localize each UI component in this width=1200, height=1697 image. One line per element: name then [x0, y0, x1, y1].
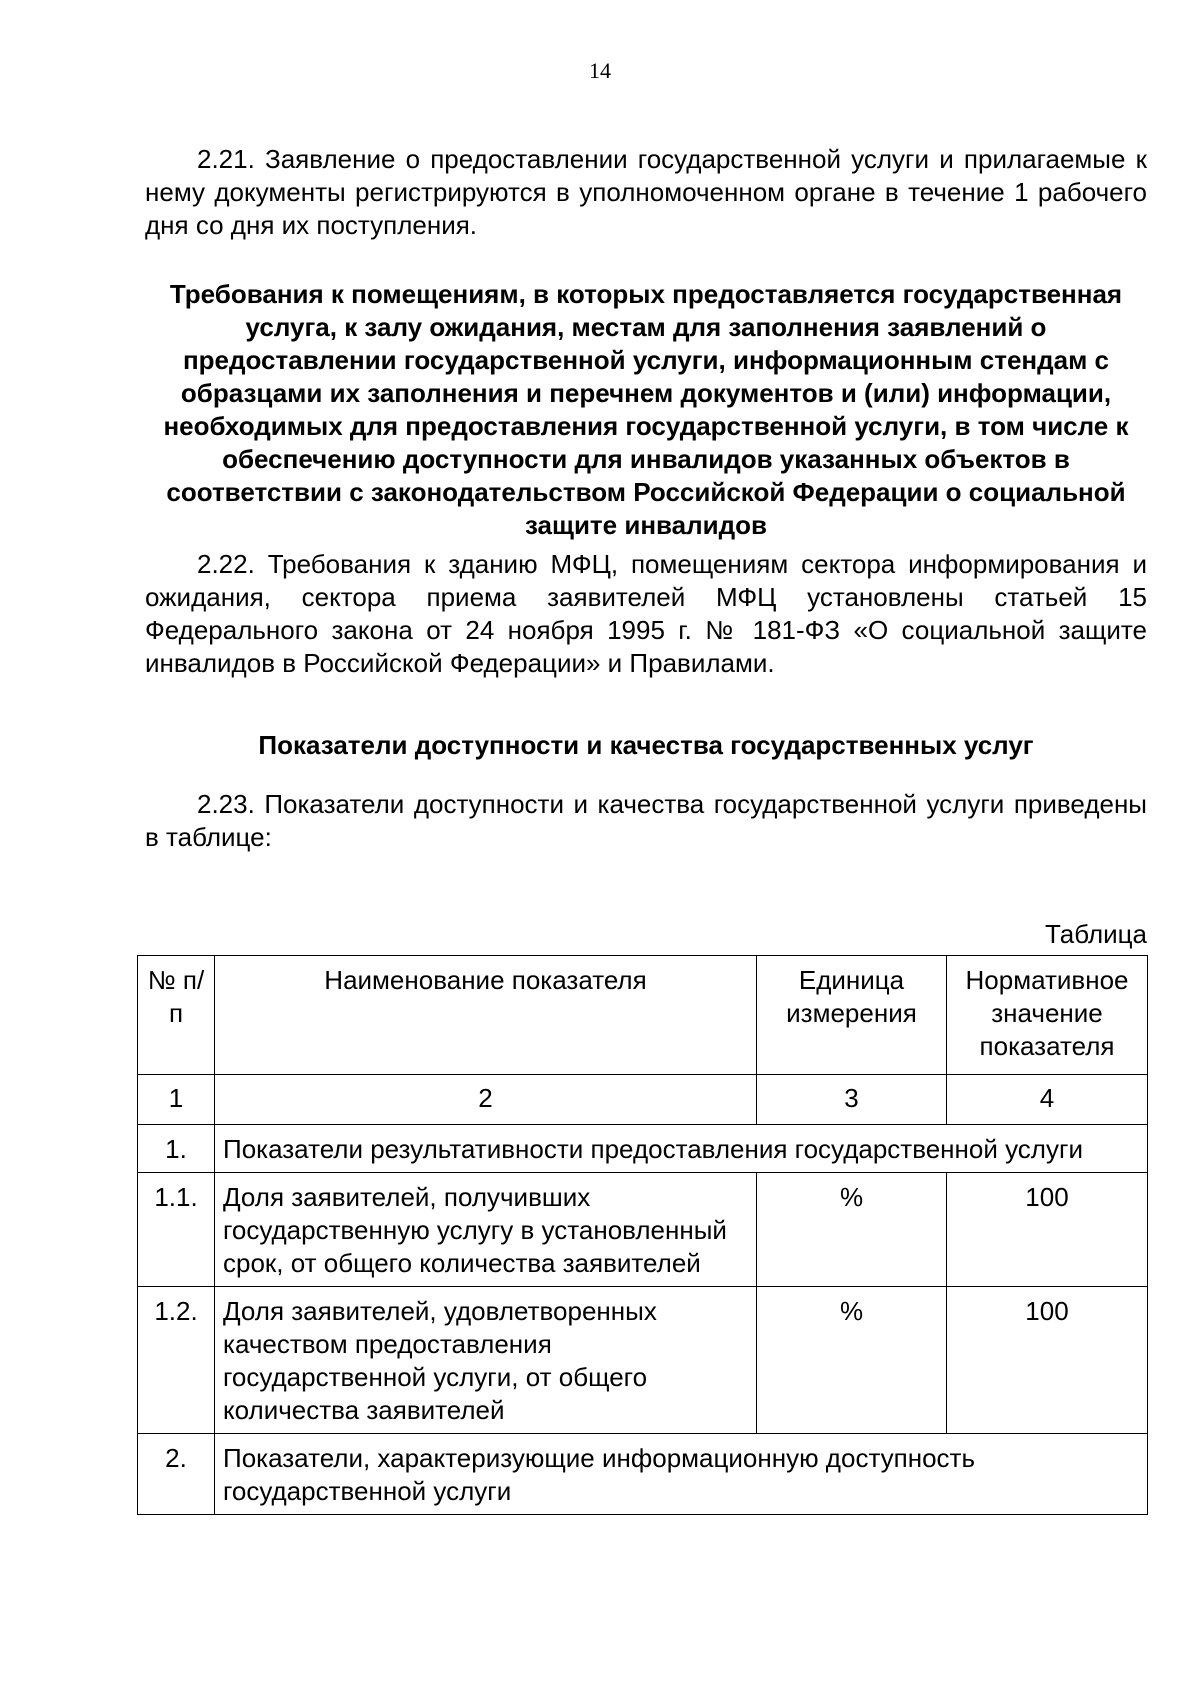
- indicators-table: [137, 955, 1148, 1515]
- row-unit: %: [757, 1173, 947, 1287]
- header-unit: Единица измерения: [757, 956, 947, 1075]
- table-row: [138, 1287, 1148, 1434]
- row-indicator-name: Доля заявителей, получивших государственную услугу в установленный срок, от общего количества заявителей: [215, 1173, 757, 1287]
- header-indicator-name: Наименование показателя: [215, 956, 757, 1075]
- header-number: № п/п: [138, 956, 215, 1075]
- column-number: 3: [757, 1075, 947, 1125]
- column-numbers-row: [138, 1075, 1148, 1125]
- column-number: 2: [215, 1075, 757, 1125]
- paragraph-2-21: 2.21. Заявление о предоставлении государственной услуги и прилагаемые к нему документы регистрируются в уполномоченном органе в течение 1 рабочего дня со дня их поступления.: [145, 144, 1147, 240]
- row-group-title: Показатели, характеризующие информационную доступность государственной услуги: [215, 1434, 1148, 1515]
- row-value: 100: [947, 1173, 1148, 1287]
- row-value: 100: [947, 1287, 1148, 1434]
- row-number: 2.: [138, 1434, 215, 1515]
- row-group-title: Показатели результативности предоставления государственной услуги: [215, 1125, 1148, 1173]
- table-row: [138, 1173, 1148, 1287]
- table-row: [138, 1125, 1148, 1173]
- section-heading-premises-requirements: Требования к помещениям, в которых предоставляется государственная услуга, к залу ожидания, местам для заполнения заявлений о предоставлении государственной услуги, информационным стендам с образцами их заполнения и перечнем документов и (или) информации, необходимых для предоставления государственной услуги, в том числе к обеспечению доступности для инвалидов указанных объектов в соответствии с законодательством Российской Федерации о социальной защите инвалидов: [163, 279, 1129, 540]
- paragraph-2-23: 2.23. Показатели доступности и качества государственной услуги приведены в таблице:: [145, 789, 1147, 852]
- row-number: 1.1.: [138, 1173, 215, 1287]
- column-number: 4: [947, 1075, 1148, 1125]
- column-number: 1: [138, 1075, 215, 1125]
- row-unit: %: [757, 1287, 947, 1434]
- table-row: [138, 1434, 1148, 1515]
- table-caption: Таблица: [1045, 919, 1147, 949]
- row-number: 1.: [138, 1125, 215, 1173]
- row-indicator-name: Доля заявителей, удовлетворенных качеством предоставления государственной услуги, от общего количества заявителей: [215, 1287, 757, 1434]
- section-heading-accessibility-indicators: Показатели доступности и качества государственных услуг: [258, 730, 1034, 760]
- paragraph-2-22: 2.22. Требования к зданию МФЦ, помещениям сектора информирования и ожидания, сектора приема заявителей МФЦ установлены статьей 15 Федерального закона от 24 ноября 1995 г. № 181-ФЗ «О социальной защите инвалидов в Российской Федерации» и Правилами.: [145, 549, 1147, 678]
- row-number: 1.2.: [138, 1287, 215, 1434]
- page-number: 14: [589, 58, 611, 83]
- header-normative-value: Нормативное значение показателя: [947, 956, 1148, 1075]
- table-header-row: [138, 956, 1148, 1075]
